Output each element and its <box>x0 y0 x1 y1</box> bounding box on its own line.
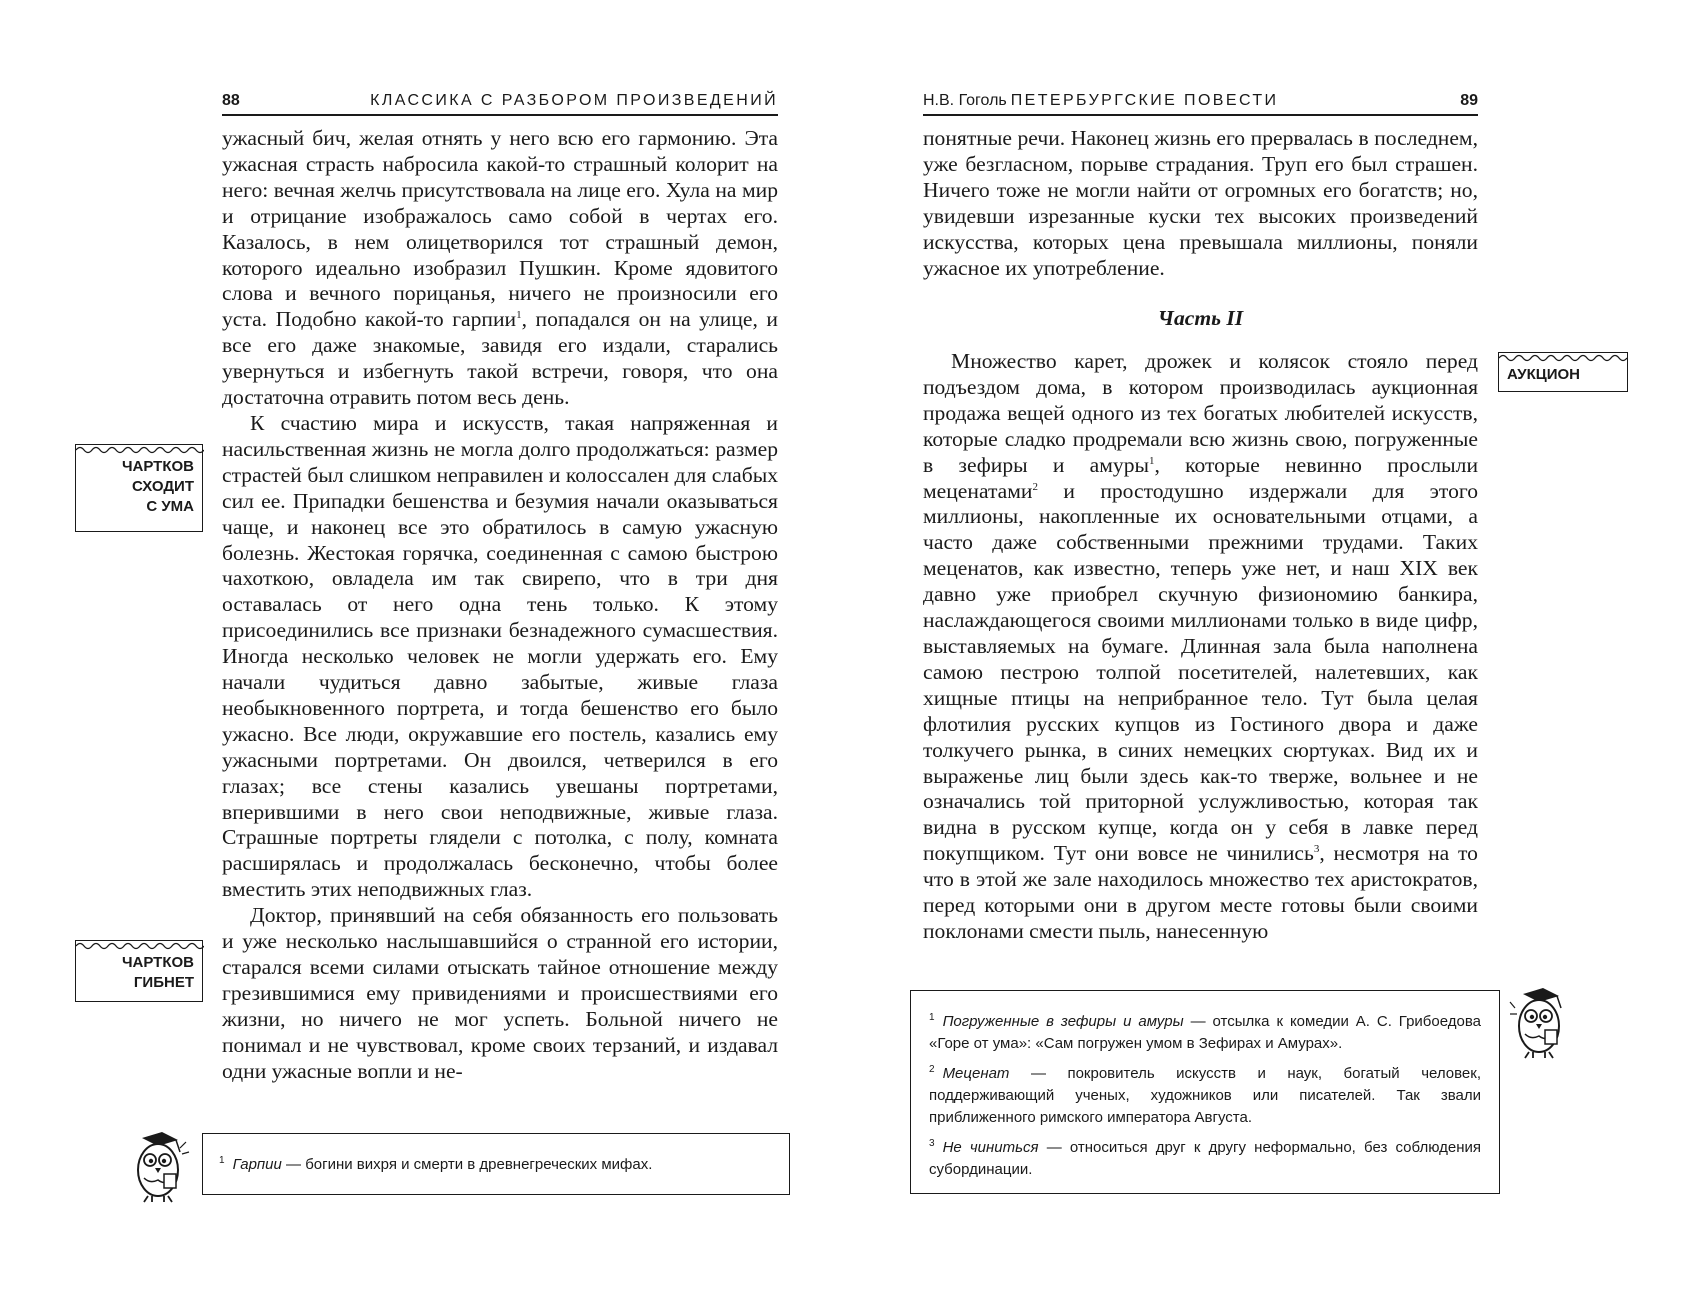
footnote-number: 2 <box>929 1064 935 1075</box>
wavy-border-icon <box>76 940 204 950</box>
body-paragraph <box>222 903 778 1084</box>
right-page <box>845 0 1690 1312</box>
text-run: ужасный бич, желая отнять у него всю его гармонию. Эта ужасная страсть набросила какой-то страшный колорит на него: вечная желчь присутствовала на лице его. Хула на мир и отрицание изображалось само собой в чертах его. Казалось, в нем олицетворился тот страшный демон, которого идеально изобразил Пушкин. Кроме ядовитого слова и вечного порицанья, ничего не произносили его уста. Подобно какой-то гарпии <box>222 126 778 332</box>
footnote-box-right <box>910 990 1500 1194</box>
header-author-right: Н.В. Гоголь <box>923 92 1007 109</box>
footnote-ref[interactable]: 2 <box>1032 480 1038 493</box>
body-paragraph <box>923 126 1478 281</box>
text-run: , которые невинно прослыли меценатами <box>923 452 1478 503</box>
footnote-term: Меценат <box>942 1065 1010 1082</box>
part-title: Часть II <box>1157 306 1244 330</box>
footnote <box>219 1154 773 1176</box>
footnote-ref[interactable]: 1 <box>1149 454 1155 467</box>
footnote-ref[interactable]: 1 <box>516 309 522 322</box>
footnote-number: 3 <box>929 1138 935 1149</box>
owl-scholar-icon <box>1509 984 1571 1060</box>
footnote-definition: — отсылка к комедии А. С. Грибоедова «Горе от ума»: «Сам погружен умом в Зефирах и Амурах». <box>929 1013 1481 1052</box>
footnote-definition: — покровитель искусств и наук, богатый человек, поддерживающий ученых, художников или писателей. Так звали приближенного римского императора Августа. <box>929 1065 1481 1126</box>
margin-note-line: АУКЦИОН <box>1507 366 1580 383</box>
body-paragraph <box>222 411 778 903</box>
wavy-border-icon <box>1499 352 1629 362</box>
header-title-left: КЛАССИКА С РАЗБОРОМ ПРОИЗВЕДЕНИЙ <box>370 92 778 109</box>
margin-note-chartkov-goes-mad <box>75 444 203 532</box>
text-run: понятные речи. Наконец жизнь его прервалась в последнем, уже безгласном, порыве страдания. Труп его был страшен. Ничего тоже не могли найти от огромных его богатств; но, увидевши изрезанные куски тех высоких произведений искусства, которых цена превышала миллионы, поняли ужасное их употребление. <box>923 126 1478 280</box>
page-number-right: 89 <box>1460 92 1478 109</box>
margin-note-chartkov-dies <box>75 940 203 1002</box>
text-run: и простодушно издержали для этого миллионы, накопленные их основательными отцами, а часто даже собственными прежними трудами. Таких меценатов, как известно, теперь уже нет, и наш XIX век давно уже приобрел скучную физиономию банкира, наслаждающегося своими миллионами только в виде цифр, выставляемых на бумаге. Длинная зала была наполнена самою пестрою толпой посетителей, налетевших, как хищные птицы на неприбранное тело. Тут была целая флотилия русских купцов из Гостиного двора и даже толкучего рынка, в синих немецких сюртуках. Вид их и выраженье лиц были здесь как-то тверже, вольнее и не означались той приторной услужливостью, которая так видна в русском купце, когда он у себя в лавке перед покупщиком. Тут они вовсе не чинились <box>923 478 1478 866</box>
text-run: Множество карет, дрожек и колясок стояло перед подъездом дома, в котором производилась аукционная продажа вещей одного из тех богатых любителей искусств, которые сладко продремали всю жизнь свою, погруженные в зефиры и амуры <box>923 349 1478 477</box>
left-body-text <box>222 126 778 1085</box>
footnote-term: Гарпии <box>232 1156 282 1173</box>
margin-note-line: С УМА <box>146 498 194 515</box>
footnote-definition: — богини вихря и смерти в древнегреческих мифах. <box>281 1156 653 1173</box>
footnote <box>929 1137 1481 1181</box>
margin-note-line: СХОДИТ <box>132 478 194 495</box>
page-number-left: 88 <box>222 92 240 109</box>
wavy-border-icon <box>76 444 204 454</box>
footnote <box>929 1011 1481 1055</box>
footnote-number: 1 <box>219 1155 225 1166</box>
running-header-left <box>222 88 778 116</box>
margin-note-auction <box>1498 352 1628 392</box>
footnote-term: Не чиниться <box>942 1139 1039 1156</box>
header-title-right: ПЕТЕРБУРГСКИЕ ПОВЕСТИ <box>1010 92 1279 109</box>
footnote-definition: — относиться друг к другу неформально, без соблюдения субординации. <box>929 1139 1481 1178</box>
footnote-box-left <box>202 1133 790 1195</box>
footnote-ref[interactable]: 3 <box>1313 843 1320 856</box>
body-paragraph <box>923 349 1478 945</box>
margin-note-line: ГИБНЕТ <box>133 974 194 991</box>
text-run: , попадался он на улице, и все его даже знакомые, завидя его издали, старались увернуться и избегнуть такой встречи, говоря, что она достаточна отравить потом весь день. <box>222 307 778 410</box>
running-header-right <box>923 88 1478 116</box>
text-run: К счастию мира и искусств, такая напряженная и насильственная жизнь не могла долго продолжаться: размер страстей был слишком неправилен и колоссален для слабых сил ее. Припадки бешенства и безумия начали оказываться чаще, и наконец все это обратилось в самую ужасную болезнь. Жестокая горячка, соединенная с самою быстрою чахоткою, овладела им так свирепо, что в три дня оставалась от него одна тень только. К этому присоединились все признаки безнадежного сумасшествия. Иногда несколько человек не могли удержать его. Ему начали чудиться давно забытые, живые глаза необыкновенного портрета, и тогда бешенство его было ужасно. Все люди, окружавшие его постель, казались ему ужасными портретами. Он двоился, четверился в его глазах; все стены казались увешаны портретами, вперившими в него свои неподвижные, живые глаза. Страшные портреты глядели с потолка, с полу, комната расширялась и продолжалась бесконечно, чтобы более вместить этих неподвижных глаз. <box>222 410 778 902</box>
margin-note-line: ЧАРТКОВ <box>122 458 194 475</box>
owl-scholar-icon <box>128 1128 190 1204</box>
footnote-term: Погруженные в зефиры и амуры <box>942 1013 1184 1030</box>
footnote-number: 1 <box>929 1012 935 1023</box>
text-run: Доктор, принявший на себя обязанность его пользовать и уже несколько наслышавшийся о странной его истории, старался всеми силами отыскать тайное отношение между грезившимися ему привидениями и происшествиями его жизни, но ничего не мог успеть. Больной ничего не понимал и не чувствовал, кроме своих терзаний, и издавал одни ужасные вопли и не- <box>222 903 778 1083</box>
body-paragraph <box>222 126 778 411</box>
margin-note-line: ЧАРТКОВ <box>122 954 194 971</box>
right-body-text-bottom <box>923 349 1478 945</box>
right-body-text-top <box>923 126 1478 281</box>
text-run: , несмотря на то что в этой же зале находилось множество тех аристократов, перед которыми они в другом месте готовы были своими поклонами смести пыль, нанесенную <box>923 841 1478 943</box>
footnote <box>929 1063 1481 1129</box>
